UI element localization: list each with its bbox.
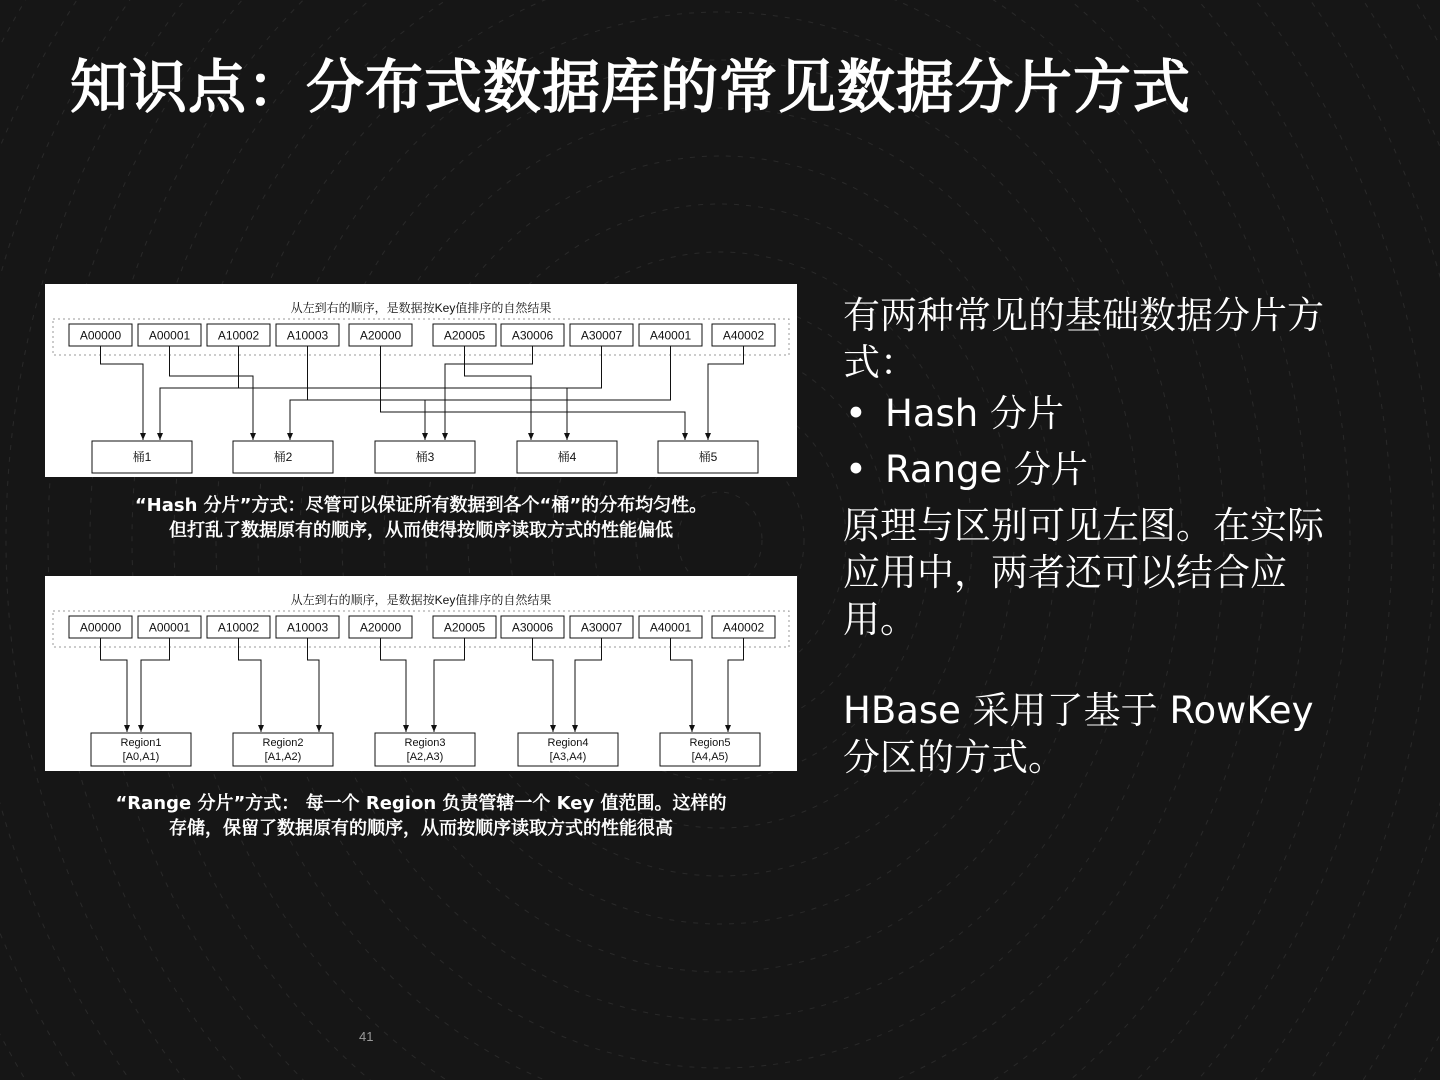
principle-text: 原理与区别可见左图。在实际应用中，两者还可以结合应用。 <box>843 504 1324 641</box>
hash-arrow-head <box>157 433 163 440</box>
bucket-label: 桶1 <box>132 450 152 464</box>
range-arrow-head <box>403 725 409 732</box>
region-name: Region4 <box>547 737 589 749</box>
hash-arrow-head <box>287 433 293 440</box>
hash-arrow <box>170 346 254 440</box>
hash-arrow-head <box>564 433 570 440</box>
bullet-icon: • <box>845 392 867 435</box>
range-arrow <box>239 638 262 732</box>
range-caption-line1: “Range 分片”方式： 每一个 Region 负责管辖一个 Key 值范围。这样的 <box>115 793 727 814</box>
bullet-icon: • <box>845 448 867 491</box>
region-range: [A1,A2) <box>264 751 302 763</box>
range-arrow <box>575 638 602 732</box>
list-item <box>843 446 1343 493</box>
key-label: A40001 <box>649 620 692 635</box>
hash-caption-line2: 但打乱了数据原有的顺序，从而使得按顺序读取方式的性能偏低 <box>169 520 673 541</box>
hash-arrow-head <box>682 433 688 440</box>
range-caption-line2: 存储，保留了数据原有的顺序，从而按顺序读取方式的性能很高 <box>169 818 673 839</box>
hbase-text: HBase 采用了基于 RowKey 分区的方式。 <box>843 689 1314 779</box>
hash-arrow <box>308 346 426 440</box>
hash-arrow-head <box>422 433 428 440</box>
spacer <box>843 643 1343 687</box>
hash-arrow <box>708 346 744 440</box>
key-label: A40002 <box>722 620 765 635</box>
region-name: Region5 <box>689 737 731 749</box>
range-arrow <box>533 638 554 732</box>
intro-text: 有两种常见的基础数据分片方式： <box>843 294 1324 384</box>
range-arrow <box>728 638 744 732</box>
range-arrow <box>101 638 128 732</box>
region-name: Region1 <box>120 737 162 749</box>
range-arrow-head <box>258 725 264 732</box>
hash-arrow <box>445 346 533 440</box>
range-arrow-head <box>138 725 144 732</box>
key-label: A40002 <box>722 328 765 343</box>
key-label: A20005 <box>443 620 486 635</box>
key-label: A20005 <box>443 328 486 343</box>
hash-arrow <box>239 346 568 440</box>
key-label: A10003 <box>286 620 329 635</box>
key-label: A20000 <box>359 620 402 635</box>
hash-arrow-head <box>442 433 448 440</box>
key-label: A10002 <box>217 620 260 635</box>
hash-arrow <box>101 346 144 440</box>
explanation-text <box>843 292 1343 781</box>
region-range: [A4,A5) <box>691 751 729 763</box>
key-label: A00001 <box>148 328 191 343</box>
hash-arrow-head <box>250 433 256 440</box>
hash-arrow <box>290 346 671 440</box>
range-arrow-head <box>431 725 437 732</box>
bucket-label: 桶2 <box>273 450 293 464</box>
range-arrow-head <box>725 725 731 732</box>
hash-arrow-head <box>705 433 711 440</box>
bucket-label: 桶4 <box>557 450 577 464</box>
region-name: Region3 <box>404 737 446 749</box>
range-arrow-head <box>689 725 695 732</box>
hash-sharding-diagram <box>45 284 797 477</box>
hash-arrow <box>465 346 532 440</box>
range-arrow-head <box>124 725 130 732</box>
range-arrow-head <box>572 725 578 732</box>
region-range: [A2,A3) <box>406 751 444 763</box>
key-label: A40001 <box>649 328 692 343</box>
key-label: A00000 <box>79 620 122 635</box>
hash-caption-line1: “Hash 分片”方式：尽管可以保证所有数据到各个“桶”的分布均匀性。 <box>134 495 708 516</box>
range-arrow-head <box>550 725 556 732</box>
region-name: Region2 <box>262 737 304 749</box>
hash-arrow-head <box>528 433 534 440</box>
bucket-label: 桶3 <box>415 450 435 464</box>
range-arrow-head <box>316 725 322 732</box>
bullet-text: Range 分片 <box>885 448 1089 491</box>
key-label: A00000 <box>79 328 122 343</box>
key-label: A30006 <box>511 620 554 635</box>
key-label: A20000 <box>359 328 402 343</box>
diagram-header: 从左到右的顺序，是数据按Key值排序的自然结果 <box>290 301 552 315</box>
key-label: A30007 <box>580 328 623 343</box>
key-label: A30007 <box>580 620 623 635</box>
range-caption <box>45 791 797 841</box>
page-title: 知识点：分布式数据库的常见数据分片方式 <box>70 53 1192 121</box>
region-range: [A0,A1) <box>122 751 160 763</box>
region-range: [A3,A4) <box>549 751 587 763</box>
list-item <box>843 390 1343 437</box>
page-number: 41 <box>359 1029 374 1044</box>
hash-caption <box>45 493 797 543</box>
range-arrow <box>671 638 693 732</box>
key-label: A10002 <box>217 328 260 343</box>
key-label: A00001 <box>148 620 191 635</box>
range-sharding-diagram <box>45 576 797 771</box>
diagram-header: 从左到右的顺序，是数据按Key值排序的自然结果 <box>290 593 552 607</box>
range-arrow <box>308 638 320 732</box>
bullet-text: Hash 分片 <box>885 392 1064 435</box>
range-arrow <box>434 638 465 732</box>
hash-arrow-head <box>140 433 146 440</box>
key-label: A10003 <box>286 328 329 343</box>
range-arrow <box>381 638 407 732</box>
key-label: A30006 <box>511 328 554 343</box>
sharding-type-list <box>843 390 1343 493</box>
bucket-label: 桶5 <box>698 450 718 464</box>
range-arrow <box>141 638 170 732</box>
